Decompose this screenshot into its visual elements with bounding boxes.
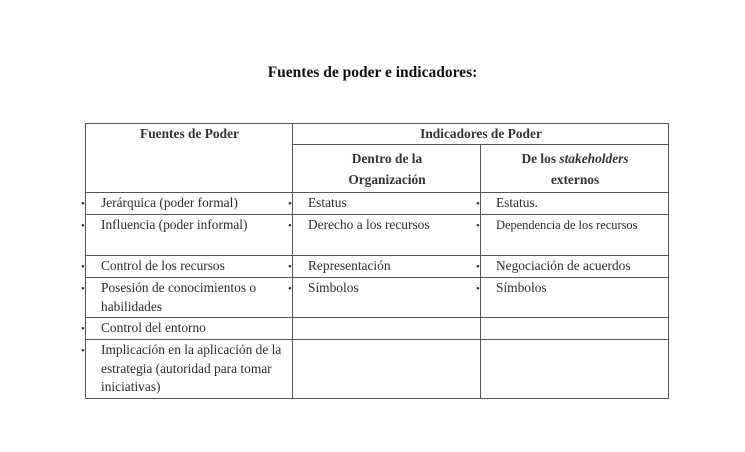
header-indicadores: Indicadores de Poder bbox=[293, 124, 669, 145]
cell-dentro: • Representación bbox=[293, 256, 481, 278]
bullet-icon: • bbox=[288, 198, 292, 210]
bullet-icon: • bbox=[288, 261, 292, 273]
bullet-icon: • bbox=[288, 220, 292, 232]
table-row bbox=[86, 278, 669, 318]
header-dentro-line1: Dentro de la bbox=[351, 151, 423, 166]
header-fuentes: Fuentes de Poder bbox=[86, 124, 293, 193]
bullet-icon: • bbox=[288, 283, 292, 295]
table-row bbox=[86, 318, 669, 340]
cell-dentro: • Estatus bbox=[293, 193, 481, 215]
page-title: Fuentes de poder e indicadores: bbox=[267, 64, 478, 81]
bullet-icon: • bbox=[81, 323, 85, 335]
cell-externos: • Símbolos bbox=[481, 278, 669, 318]
bullet-icon: • bbox=[81, 198, 85, 210]
header-externos-pre: De los bbox=[521, 151, 560, 166]
cell-fuente: • Implicación en la aplicación de la estrategia (autoridad para tomar iniciativas) bbox=[86, 340, 293, 399]
cell-externos bbox=[481, 318, 669, 340]
table-row bbox=[86, 340, 669, 399]
header-externos bbox=[481, 145, 669, 193]
cell-externos bbox=[481, 340, 669, 399]
cell-dentro: • Derecho a los recursos bbox=[293, 215, 481, 256]
bullet-icon: • bbox=[81, 345, 85, 357]
bullet-icon: • bbox=[476, 261, 480, 273]
bullet-icon: • bbox=[476, 283, 480, 295]
cell-fuente: • Control de los recursos bbox=[86, 256, 293, 278]
cell-fuente: • Influencia (poder informal) bbox=[86, 215, 293, 256]
cell-fuente: • Jerárquica (poder formal) bbox=[86, 193, 293, 215]
table-row bbox=[86, 215, 669, 256]
cell-externos: • Estatus. bbox=[481, 193, 669, 215]
table-row bbox=[86, 193, 669, 215]
table-row bbox=[86, 256, 669, 278]
cell-dentro bbox=[293, 318, 481, 340]
cell-fuente: • Posesión de conocimientos o habilidades bbox=[86, 278, 293, 318]
power-sources-table bbox=[81, 123, 669, 399]
header-externos-line2: externos bbox=[550, 172, 600, 187]
bullet-icon: • bbox=[81, 261, 85, 273]
cell-externos: • Dependencia de los recursos bbox=[481, 215, 669, 256]
bullet-icon: • bbox=[476, 198, 480, 210]
bullet-icon: • bbox=[476, 220, 480, 232]
bullet-icon: • bbox=[81, 220, 85, 232]
cell-fuente: • Control del entorno bbox=[86, 318, 293, 340]
header-externos-em: stakeholders bbox=[559, 151, 629, 166]
cell-externos: • Negociación de acuerdos bbox=[481, 256, 669, 278]
cell-dentro: • Símbolos bbox=[293, 278, 481, 318]
bullet-icon: • bbox=[81, 283, 85, 295]
cell-dentro bbox=[293, 340, 481, 399]
header-dentro bbox=[293, 145, 481, 193]
header-dentro-line2: Organización bbox=[348, 172, 426, 187]
